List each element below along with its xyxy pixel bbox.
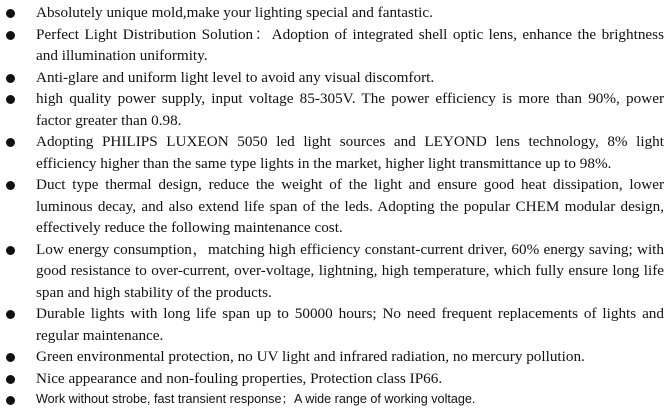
bullet-icon bbox=[6, 9, 15, 18]
bullet-icon bbox=[6, 246, 15, 255]
list-item bbox=[6, 24, 664, 67]
feature-text: Green environmental protection, no UV light and infrared radiation, no mercury pollution. bbox=[36, 348, 585, 365]
bullet-icon bbox=[6, 181, 15, 190]
bullet-icon bbox=[6, 138, 15, 147]
feature-text: Adopting PHILIPS LUXEON 5050 led light sources and LEYOND lens technology, 8% light efficiency higher than the same type lights in the market, higher light transmittance up to 98%. bbox=[36, 133, 664, 172]
list-item bbox=[6, 174, 664, 239]
feature-text: high quality power supply, input voltage 85-305V. The power efficiency is more than 90%, power factor greater than 0.98. bbox=[36, 90, 664, 129]
list-item bbox=[6, 389, 664, 410]
list-item bbox=[6, 67, 664, 89]
feature-text: Perfect Light Distribution Solution：Adoption of integrated shell optic lens, enhance the brightness and illumination uniformity. bbox=[36, 25, 664, 64]
list-item bbox=[6, 131, 664, 174]
feature-text: Work without strobe, fast transient response；A wide range of working voltage. bbox=[36, 392, 476, 406]
bullet-icon bbox=[6, 95, 15, 104]
bullet-icon bbox=[6, 74, 15, 83]
feature-text: Duct type thermal design, reduce the weight of the light and ensure good heat dissipation, lower luminous decay, and also extend life span of the leds. Adopting the popular CHEM modular design, effectively reduce the following maintenance cost. bbox=[36, 176, 664, 236]
list-item bbox=[6, 2, 664, 24]
feature-text: Durable lights with long life span up to 50000 hours; No need frequent replacements of lights and regular maintenance. bbox=[36, 305, 664, 344]
feature-text: Nice appearance and non-fouling properties, Protection class IP66. bbox=[36, 369, 443, 387]
bullet-icon bbox=[6, 375, 15, 384]
feature-text: Absolutely unique mold,make your lighting special and fantastic. bbox=[36, 4, 433, 21]
list-item bbox=[6, 303, 664, 346]
feature-text: Anti-glare and uniform light level to avoid any visual discomfort. bbox=[36, 68, 435, 86]
list-item bbox=[6, 346, 664, 368]
bullet-icon bbox=[6, 396, 15, 405]
feature-text: Low energy consumption，matching high efficiency constant-current driver, 60% energy saving; with good resistance to over-current, over-voltage, lightning, high temperature, which fully ensure long life span and high stability of the products. bbox=[36, 240, 664, 301]
bullet-icon bbox=[6, 31, 15, 40]
list-item bbox=[6, 239, 664, 304]
feature-list bbox=[6, 2, 664, 410]
bullet-icon bbox=[6, 310, 15, 319]
list-item bbox=[6, 88, 664, 131]
bullet-icon bbox=[6, 353, 15, 362]
list-item bbox=[6, 368, 664, 390]
